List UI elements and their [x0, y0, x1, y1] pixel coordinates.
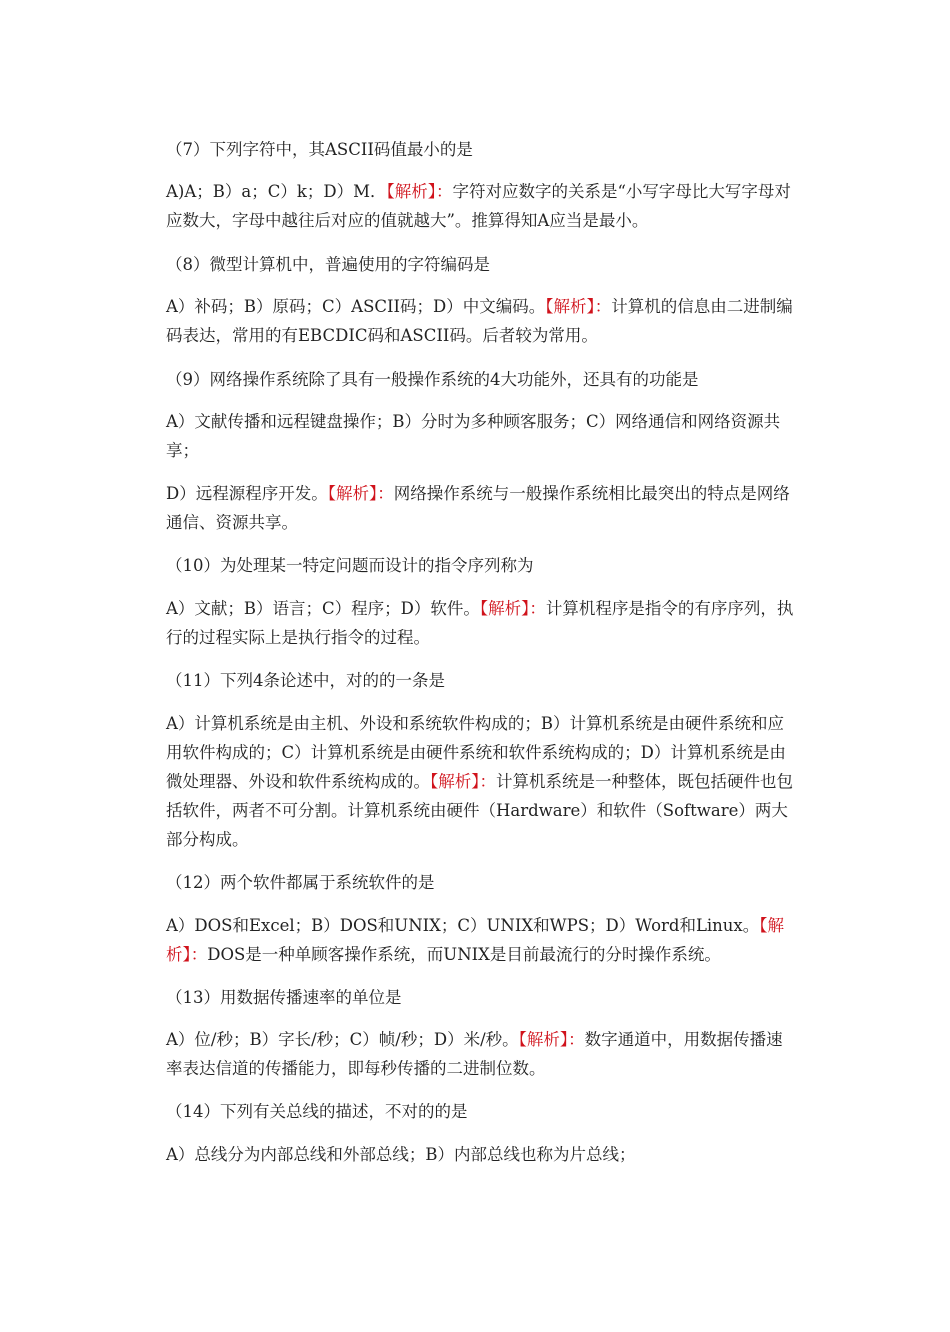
analysis-text: 字符对应数字的关系是“小写字母比大写字母对应数大，字母中越往后对应的值就越大”。推算得知A应当是最小。	[166, 182, 791, 230]
question-10	[166, 551, 796, 580]
options-14	[166, 1140, 796, 1169]
question-text: （13）用数据传播速率的单位是	[166, 988, 402, 1007]
analysis-text: 计算机程序是指令的有序序列，执行的过程实际上是执行指令的过程。	[166, 599, 794, 647]
analysis-tag: 【解析】：	[327, 484, 394, 503]
options-9	[166, 407, 796, 465]
answer-12	[166, 911, 796, 969]
analysis-tag: 【解析】：	[430, 772, 496, 791]
analysis-text: 网络操作系统与一般操作系统相比最突出的特点是网络通信、资源共享。	[166, 484, 790, 532]
answer-11	[166, 709, 796, 854]
analysis-tag: 【解析】：	[386, 182, 453, 201]
question-11	[166, 666, 796, 695]
question-text: （11）下列4条论述中，对的的一条是	[166, 671, 445, 690]
analysis-text: 计算机系统是一种整体，既包括硬件也包括软件，两者不可分割。计算机系统由硬件（Hardware）和软件（Software）两大部分构成。	[166, 772, 793, 849]
question-9	[166, 365, 796, 394]
answer-options: A）总线分为内部总线和外部总线；B）内部总线也称为片总线；	[166, 1145, 636, 1164]
question-text: （9）网络操作系统除了具有一般操作系统的4大功能外，还具有的功能是	[166, 370, 699, 389]
answer-options: A）位/秒；B）字长/秒；C）帧/秒；D）米/秒。	[166, 1030, 519, 1049]
answer-8	[166, 292, 796, 350]
answer-13	[166, 1025, 796, 1083]
question-13	[166, 983, 796, 1012]
question-12	[166, 868, 796, 897]
analysis-tag: 【解析】：	[479, 599, 546, 618]
analysis-text: 计算机的信息由二进制编码表达，常用的有EBCDIC码和ASCII码。后者较为常用。	[166, 297, 793, 345]
analysis-text: DOS是一种单顾客操作系统，而UNIX是目前最流行的分时操作系统。	[207, 945, 721, 964]
answer-options: A）补码；B）原码；C）ASCII码；D）中文编码。	[166, 297, 546, 316]
answer-options: A）文献传播和远程键盘操作；B）分时为多种顾客服务；C）网络通信和网络资源共享；	[166, 412, 781, 460]
answer-options: A)A；B）a；C）k；D）M．	[166, 182, 387, 201]
analysis-tag: 【解析】：	[518, 1030, 585, 1049]
question-14	[166, 1097, 796, 1126]
analysis-text: 数字通道中，用数据传播速率表达信道的传播能力，即每秒传播的二进制位数。	[166, 1030, 783, 1078]
question-text: （7）下列字符中，其ASCII码值最小的是	[166, 140, 473, 159]
question-8	[166, 250, 796, 279]
answer-9	[166, 479, 796, 537]
answer-7	[166, 177, 796, 235]
answer-options: A）文献；B）语言；C）程序；D）软件。	[166, 599, 480, 618]
answer-options: A）计算机系统是由主机、外设和系统软件构成的；B）计算机系统是由硬件系统和应用软件构成的；C）计算机系统是由硬件系统和软件系统构成的；D）计算机系统是由微处理器、外设和软件系统构成的。	[166, 714, 786, 791]
answer-options: A）DOS和Excel；B）DOS和UNIX；C）UNIX和WPS；D）Word和Linux。	[166, 916, 760, 935]
question-7	[166, 135, 796, 164]
analysis-tag: 【解析】：	[545, 297, 612, 316]
question-text: （10）为处理某一特定问题而设计的指令序列称为	[166, 556, 534, 575]
analysis-tag: 【解析】：	[166, 916, 784, 964]
answer-options: D）远程源程序开发。	[166, 484, 328, 503]
answer-10	[166, 594, 796, 652]
question-text: （14）下列有关总线的描述，不对的的是	[166, 1102, 468, 1121]
question-text: （12）两个软件都属于系统软件的是	[166, 873, 435, 892]
question-text: （8）微型计算机中，普遍使用的字符编码是	[166, 255, 490, 274]
